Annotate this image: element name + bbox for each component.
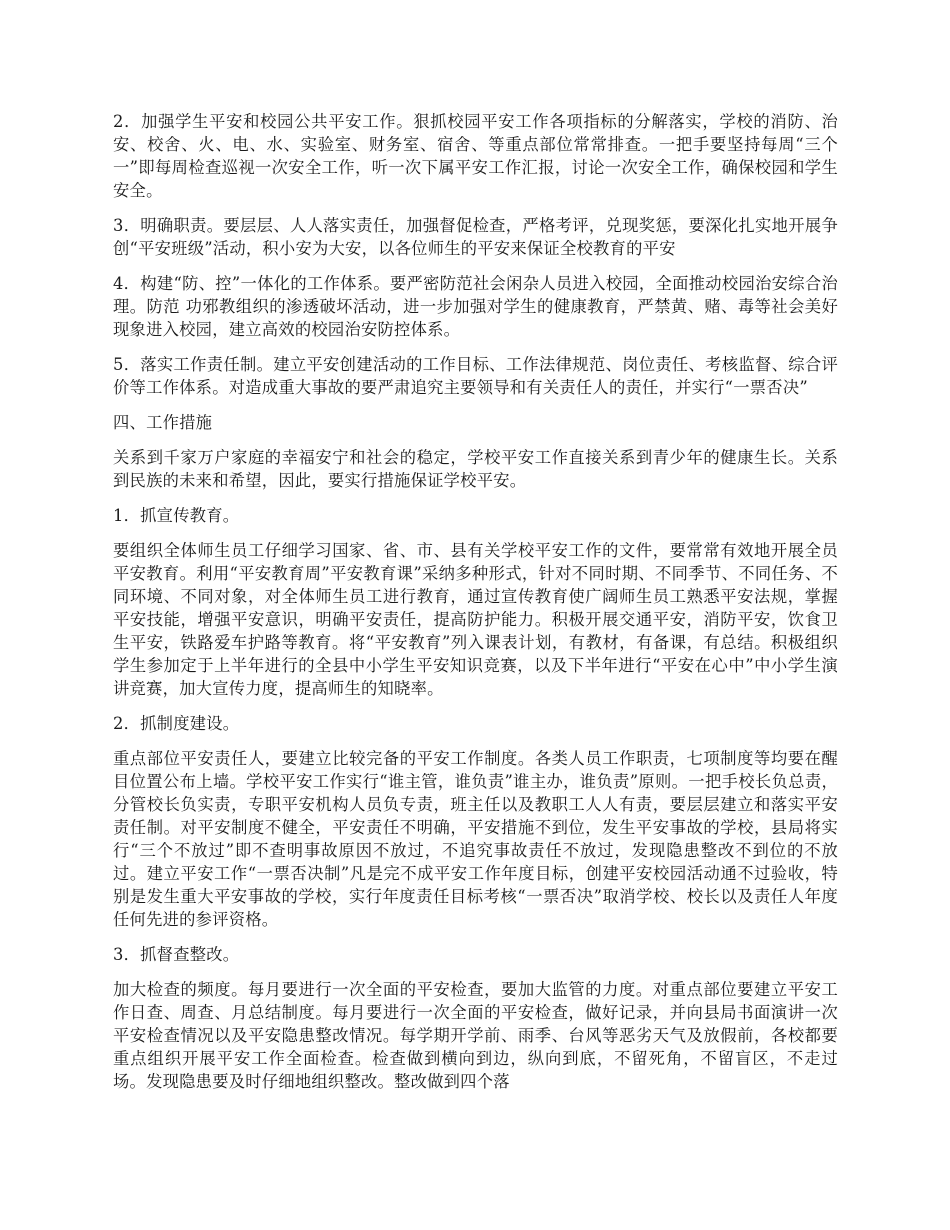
subheading-system: 2．抓制度建设。: [113, 714, 240, 733]
section-heading-measures: 四、工作措施: [113, 413, 213, 432]
paragraph-intro: 关系到千家万户家庭的幸福安宁和社会的稳定，学校平安工作直接关系到青少年的健康生长。关系到民族的未来和希望，因此，要实行措施保证学校平安。: [113, 448, 838, 490]
subheading-inspection: 3．抓督查整改。: [113, 945, 240, 964]
paragraph-inspection: 加大检查的频度。每月要进行一次全面的平安检查，要加大监管的力度。对重点部位要建立平安工作日查、周查、月总结制度。每月要进行一次全面的平安检查，做好记录，并向县局书面演讲一次平安检查情况以及平安隐患整改情况。每学期开学前、雨季、台风等恶劣天气及放假前，各校都要重点组织开展平安工作全面检查。检查做到横向到边，纵向到底，不留死角，不留盲区，不走过场。发现隐患要及时仔细地组织整改。整改做到四个落: [113, 980, 838, 1091]
subheading-publicity: 1．抓宣传教育。: [113, 506, 240, 525]
paragraph-item-2: 2．加强学生平安和校园公共平安工作。狠抓校园平安工作各项指标的分解落实，学校的消防、治安、校舍、火、电、水、实验室、财务室、宿舍、等重点部位常常排查。一把手要坚持每周“三个一”即每周检查巡视一次安全工作，听一次下属平安工作汇报，讨论一次安全工作，确保校园和学生安全。: [113, 112, 838, 200]
paragraph-publicity: 要组织全体师生员工仔细学习国家、省、市、县有关学校平安工作的文件，要常常有效地开展全员平安教育。利用“平安教育周”平安教育课”采纳多种形式，针对不同时期、不同季节、不同任务、不同环境、不同对象，对全体师生员工进行教育，通过宣传教育使广阔师生员工熟悉平安法规，掌握平安技能，增强平安意识，明确平安责任，提高防护能力。积极开展交通平安，消防平安，饮食卫生平安，铁路爱车护路等教育。将“平安教育”列入课表计划，有教材，有备课，有总结。积极组织学生参加定于上半年进行的全县中小学生平安知识竞赛，以及下半年进行“平安在心中”中小学生演讲竞赛，加大宣传力度，提高师生的知晓率。: [113, 541, 838, 698]
paragraph-item-3: 3．明确职责。要层层、人人落实责任，加强督促检查，严格考评，兑现奖惩，要深化扎实地开展争创“平安班级”活动，积小安为大安，以各位师生的平安来保证全校教育的平安: [113, 216, 838, 258]
paragraph-system: 重点部位平安责任人，要建立比较完备的平安工作制度。各类人员工作职责，七项制度等均要在醒目位置公布上墙。学校平安工作实行“谁主管，谁负责”谁主办，谁负责”原则。一把手校长负总责，分管校长负实责，专职平安机构人员负专责，班主任以及教职工人人有责，要层层建立和落实平安责任制。对平安制度不健全，平安责任不明确，平安措施不到位，发生平安事故的学校，县局将实行“三个不放过”即不查明事故原因不放过，不追究事故责任不放过，发现隐患整改不到位的不放过。建立平安工作“一票否决制”凡是完不成平安工作年度目标，创建平安校园活动通不过验收，特别是发生重大平安事故的学校，实行年度责任目标考核“一票否决”取消学校、校长以及责任人年度任何先进的参评资格。: [113, 749, 838, 929]
paragraph-item-4: 4．构建“防、控”一体化的工作体系。要严密防范社会闲杂人员进入校园，全面推动校园治安综合治理。防范 功邪教组织的渗透破坏活动，进一步加强对学生的健康教育，严禁黄、赌、毒等社会美好现象进入校园，建立高效的校园治安防控体系。: [113, 274, 838, 339]
paragraph-item-5: 5．落实工作责任制。建立平安创建活动的工作目标、工作法律规范、岗位责任、考核监督、综合评价等工作体系。对造成重大事故的要严肃追究主要领导和有关责任人的责任，并实行“一票否决”: [113, 355, 838, 397]
